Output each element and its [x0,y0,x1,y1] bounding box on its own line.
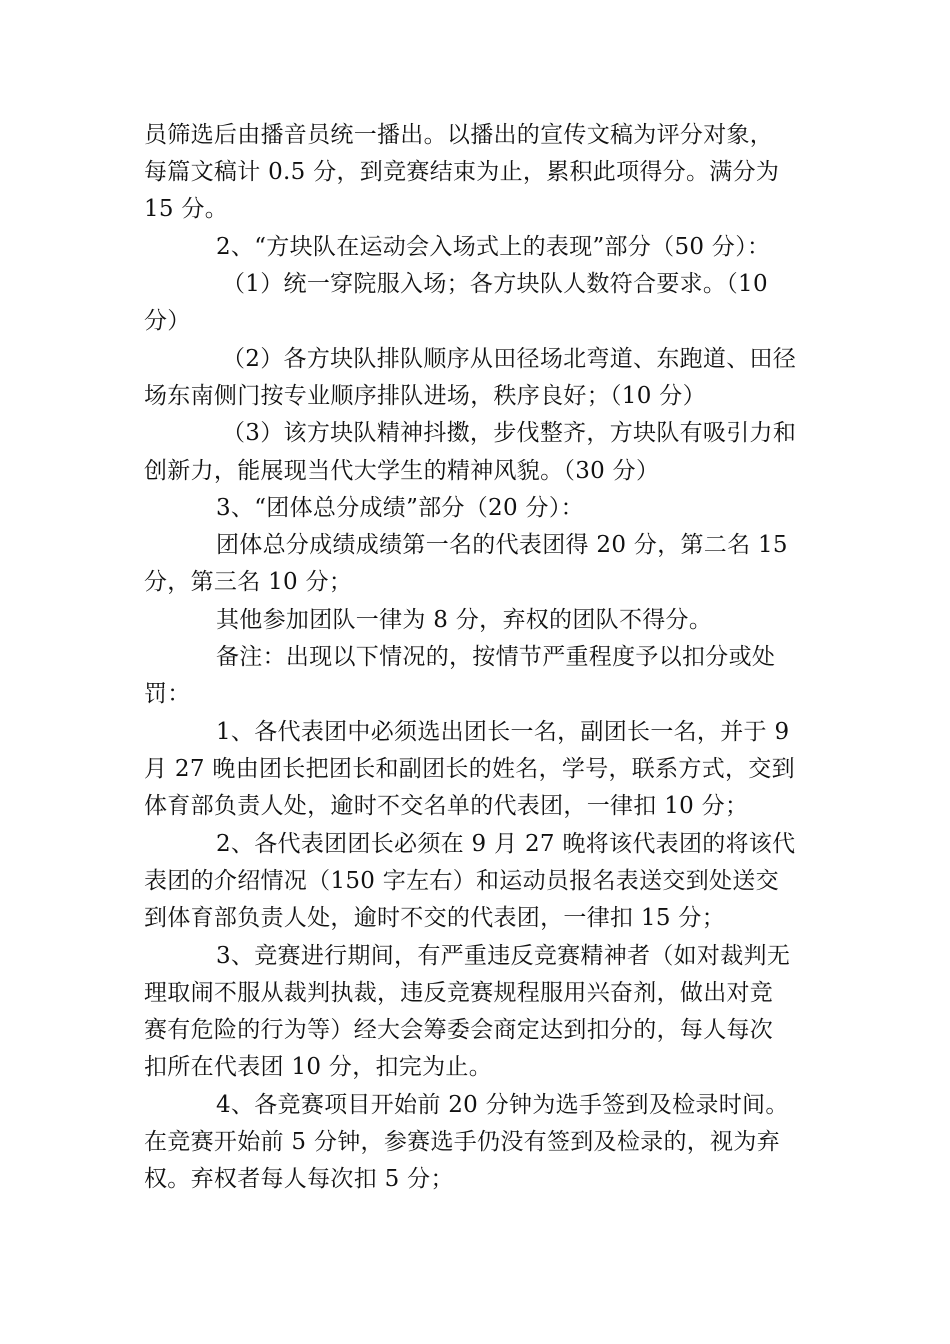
text-line: 到体育部负责人处，逾时不交的代表团，一律扣 15 分； [144,905,725,931]
text-line: 员筛选后由播音员统一播出。以播出的宣传文稿为评分对象， [144,122,774,148]
text-line: （3）该方块队精神抖擞，步伐整齐，方块队有吸引力和 [222,420,797,446]
text-line: 场东南侧门按专业顺序排队进场，秩序良好；（10 分） [144,383,706,409]
text-line: 2、各代表团团长必须在 9 月 27 晚将该代表团的将该代 [216,831,796,857]
text-line: 罚： [144,681,191,707]
text-line: 在竞赛开始前 5 分钟，参赛选手仍没有签到及检录的，视为弃 [144,1129,780,1155]
text-line: 扣所在代表团 10 分，扣完为止。 [144,1054,492,1080]
text-line: 3、竞赛进行期间，有严重违反竞赛精神者（如对裁判无 [216,943,791,969]
text-line: 4、各竞赛项目开始前 20 分钟为选手签到及检录时间。 [216,1092,789,1118]
text-line: 体育部负责人处，逾时不交名单的代表团，一律扣 10 分； [144,793,749,819]
text-line: 3、“团体总分成绩”部分（20 分）： [216,495,584,521]
text-line: 赛有危险的行为等）经大会筹委会商定达到扣分的，每人每次 [144,1017,774,1043]
text-line: 团体总分成绩成绩第一名的代表团得 20 分，第二名 15 [216,532,788,558]
text-line: 备注：出现以下情况的，按情节严重程度予以扣分或处 [216,644,776,670]
text-line: 权。弃权者每人每次扣 5 分； [144,1166,454,1192]
text-line: 2、“方块队在运动会入场式上的表现”部分（50 分）： [216,234,771,260]
text-line: 15 分。 [144,196,229,222]
text-line: （2）各方块队排队顺序从田径场北弯道、东跑道、田径 [222,346,797,372]
text-line: 每篇文稿计 0.5 分，到竞赛结束为止，累积此项得分。满分为 [144,159,780,185]
text-line: 表团的介绍情况（150 字左右）和运动员报名表送交到处送交 [144,868,779,894]
text-line: 创新力，能展现当代大学生的精神风貌。（30 分） [144,458,660,484]
text-line: 1、各代表团中必须选出团长一名，副团长一名，并于 9 [216,719,790,745]
text-line: 分，第三名 10 分； [144,569,353,595]
text-line: （1）统一穿院服入场；各方块队人数符合要求。（10 [222,271,768,297]
text-line: 月 27 晚由团长把团长和副团长的姓名，学号，联系方式，交到 [144,756,795,782]
text-line: 其他参加团队一律为 8 分，弃权的团队不得分。 [216,607,713,633]
text-line: 分） [144,308,191,334]
text-line: 理取闹不服从裁判执裁，违反竞赛规程服用兴奋剂，做出对竞 [144,980,774,1006]
